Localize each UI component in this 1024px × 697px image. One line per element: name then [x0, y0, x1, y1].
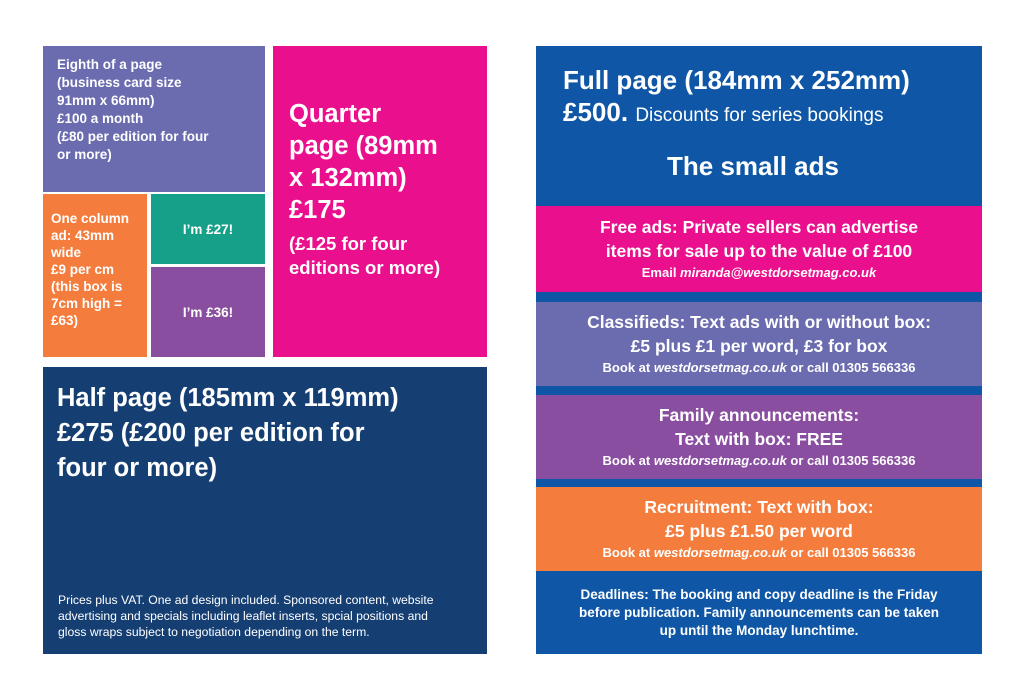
eighth-line: 91mm x 66mm)	[57, 93, 155, 108]
deadline-line: before publication. Family announcements can be taken	[578, 604, 940, 620]
full-page-discount: Discounts for series bookings	[635, 105, 884, 126]
deadlines-band	[536, 571, 982, 654]
phone-text: or call 01305 566336	[786, 545, 916, 560]
onecol-line: (this box is	[51, 279, 123, 294]
recruitment-line2: £5 plus £1.50 per word	[665, 521, 853, 541]
quarter-sub-line: editions or more)	[289, 257, 441, 278]
onecol-line: One column	[51, 211, 130, 226]
onecol-line: £9 per cm	[51, 262, 115, 277]
one-column-ad-box	[43, 194, 147, 357]
family-line1: Family announcements:	[658, 405, 860, 425]
quarter-discount	[289, 232, 475, 280]
family-line2: Text with box: FREE	[675, 429, 843, 449]
onecol-line: wide	[51, 245, 82, 260]
email-link[interactable]: miranda@westdorsetmag.co.uk	[680, 265, 877, 280]
small-ad-36-label: I’m £36!	[182, 304, 234, 320]
quarter-sub-line: (£125 for four	[289, 233, 408, 254]
book-prefix: Book at	[602, 545, 654, 560]
family-announcements-band	[536, 395, 982, 479]
note-line: gloss wraps subject to negotiation depending on the term.	[58, 625, 370, 639]
recruitment-contact	[536, 543, 982, 563]
onecol-line: 7cm high =	[51, 296, 122, 311]
free-ads-band	[536, 206, 982, 292]
book-prefix: Book at	[602, 453, 654, 468]
half-title-line: four or more)	[57, 454, 218, 482]
book-prefix: Book at	[602, 360, 654, 375]
recruitment-line1: Recruitment: Text with box:	[644, 497, 874, 517]
note-line: Prices plus VAT. One ad design included. Sponsored content, website	[58, 593, 434, 607]
onecol-line: ad: 43mm	[51, 228, 115, 243]
phone-text: or call 01305 566336	[786, 360, 916, 375]
phone-text: or call 01305 566336	[786, 453, 916, 468]
pricing-note	[58, 592, 475, 640]
family-contact	[536, 451, 982, 471]
website-link[interactable]: westdorsetmag.co.uk	[653, 453, 787, 468]
eighth-line: £100 a month	[57, 111, 144, 126]
half-title-line: Half page (185mm x 119mm)	[57, 384, 399, 412]
small-ad-27-label: I’m £27!	[182, 221, 234, 237]
quarter-page-ad-box	[273, 46, 487, 357]
quarter-title	[289, 98, 475, 226]
quarter-title-line: page (89mm	[289, 132, 438, 160]
eighth-line: Eighth of a page	[57, 57, 163, 72]
deadline-line: up until the Monday lunchtime.	[659, 622, 859, 638]
classifieds-line2: £5 plus £1 per word, £3 for box	[630, 336, 888, 356]
recruitment-band	[536, 487, 982, 571]
right-panel	[536, 46, 982, 654]
eighth-line: (business card size	[57, 75, 182, 90]
half-page-title	[57, 381, 473, 486]
email-prefix: Email	[641, 265, 681, 280]
deadline-line: Deadlines: The booking and copy deadline is the Friday	[580, 586, 938, 602]
small-ad-27-box	[151, 194, 265, 264]
half-title-line: £275 (£200 per edition for	[57, 419, 365, 447]
full-page-ad-section	[536, 46, 982, 206]
eighth-line: (£80 per edition for four	[57, 129, 209, 144]
website-link[interactable]: westdorsetmag.co.uk	[653, 545, 787, 560]
small-ad-36-box	[151, 267, 265, 357]
full-page-title: Full page (184mm x 252mm)	[563, 65, 910, 95]
onecol-line: £63)	[51, 313, 79, 328]
full-page-price-line	[563, 96, 970, 132]
free-ads-line1: Free ads: Private sellers can advertise	[599, 217, 919, 237]
free-ads-line2: items for sale up to the value of £100	[605, 241, 913, 261]
note-line: advertising and specials including leaflet inserts, spcial positions and	[58, 609, 428, 623]
quarter-title-line: Quarter	[289, 100, 382, 128]
free-ads-contact	[536, 263, 982, 283]
eighth-line: or more)	[57, 147, 112, 162]
classifieds-contact	[536, 358, 982, 378]
half-page-ad-box	[43, 367, 487, 654]
small-ads-heading: The small ads	[667, 151, 839, 181]
quarter-price: £175	[289, 196, 346, 224]
eighth-page-ad-box	[43, 46, 265, 192]
quarter-title-line: x 132mm)	[289, 164, 407, 192]
website-link[interactable]: westdorsetmag.co.uk	[653, 360, 787, 375]
classifieds-band	[536, 302, 982, 386]
classifieds-line1: Classifieds: Text ads with or without box:	[587, 312, 931, 332]
full-page-price: £500.	[563, 97, 629, 127]
